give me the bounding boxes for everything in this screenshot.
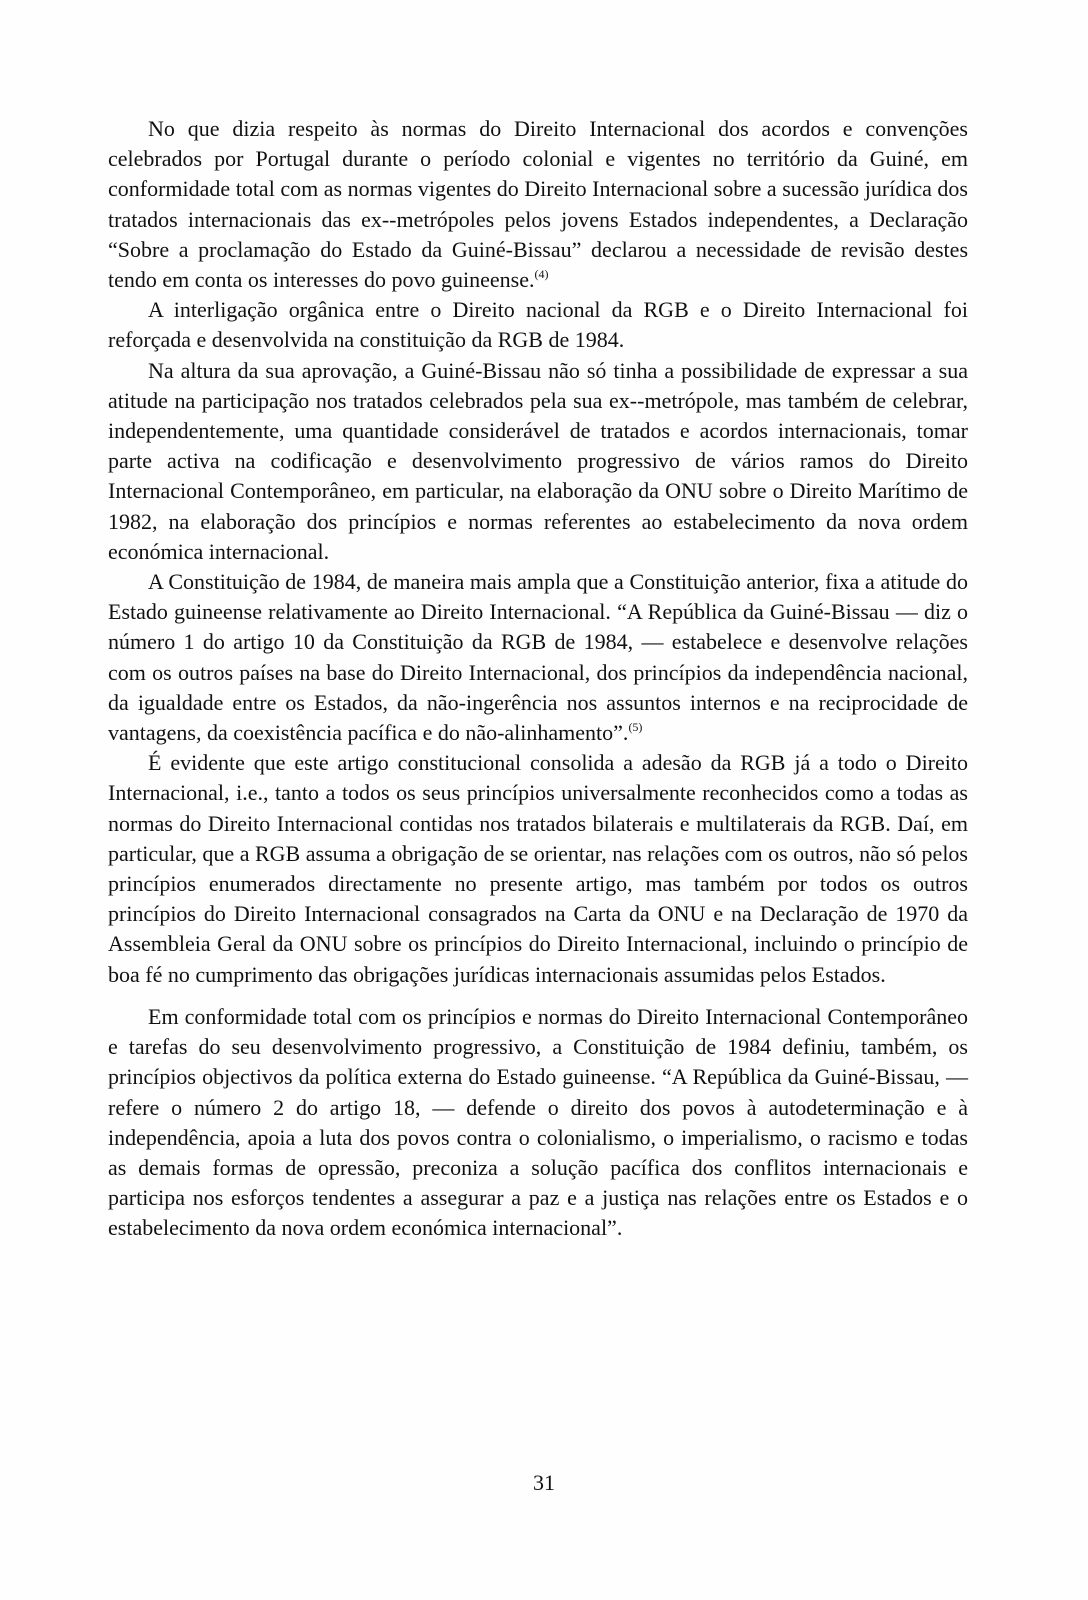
paragraph-1 [108,114,968,295]
footnote-ref-4: (4) [534,267,549,282]
paragraph-2 [108,295,968,355]
paragraph-5-text: É evidente que este artigo constitucional consolida a adesão da RGB já a todo o Direito Internacional, i.e., tanto a todos os seus princípios universalmente reconhecidos como a todas as normas do Direito Internacional contidas nos tratados bilaterais e multilaterais da RGB. Daí, em particular, que a RGB assuma a obrigação de se orientar, nas relações com os outros, não só pelos princípios enumerados directamente no presente artigo, mas também por todos os outros princípios do Direito Internacional consagrados na Carta da ONU e na Declaração de 1970 da Assembleia Geral da ONU sobre os princípios do Direito Internacional, incluindo o princípio de boa fé no cumprimento das obrigações jurídicas internacionais assumidas pelos Estados. [108,750,968,987]
body-text [108,114,968,1244]
paragraph-6 [108,1002,968,1244]
paragraph-4-text: A Constituição de 1984, de maneira mais ampla que a Constituição anterior, fixa a atitude do Estado guineense relativamente ao Direito Internacional. “A República da Guiné-Bissau — diz o número 1 do artigo 10 da Constituição da RGB de 1984, — estabelece e desenvolve relações com os outros países na base do Direito Internacional, dos princípios da independência nacional, da igualdade entre os Estados, da não-ingerência nos assuntos internos e na reciprocidade de vantagens, da coexistência pacífica e do não-alinhamento”. [108,569,968,746]
footnote-ref-5: (5) [628,720,643,735]
paragraph-3 [108,356,968,567]
paragraph-3-text: Na altura da sua aprovação, a Guiné-Bissau não só tinha a possibilidade de expressar a sua atitude na participação nos tratados celebrados pela sua ex-‑metrópole, mas também de celebrar, independentemente, uma quantidade considerável de tratados e acordos internacionais, tomar parte activa na codificação e desenvolvimento progressivo de vários ramos do Direito Internacional Contemporâneo, em particular, na elaboração da ONU sobre o Direito Marítimo de 1982, na elaboração dos princípios e normas referentes ao estabelecimento da nova ordem económica internacional. [108,357,968,564]
paragraph-6-text: Em conformidade total com os princípios e normas do Direito Internacional Contemporâneo e tarefas do seu desenvolvimento progressivo, a Constituição de 1984 definiu, também, os princípios objectivos da política externa do Estado guineense. “A República da Guiné-Bissau, — refere o número 2 do artigo 18, — defende o direito dos povos à autodeterminação e à independência, apoia a luta dos povos contra o colonialismo, o imperialismo, o racismo e todas as demais formas de opressão, preconiza a solução pacífica dos conflitos internacionais e participa nos esforços tendentes a assegurar a paz e a justiça nas relações entre os Estados e o estabelecimento da nova ordem económica internacional”. [108,1003,968,1241]
page-number: 31 [533,1470,555,1495]
paragraph-1-text: No que dizia respeito às normas do Direito Internacional dos acordos e convenções celebrados por Portugal durante o período colonial e vigentes no território da Guiné, em conformidade total com as normas vigentes do Direito Internacional sobre a sucessão jurídica dos tratados internacionais das ex-‑metrópoles pelos jovens Estados independentes, a Declaração “Sobre a proclamação do Estado da Guiné-Bissau” declarou a necessidade de revisão destes tendo em conta os interesses do povo guineense. [108,116,968,293]
paragraph-4 [108,567,968,748]
paragraph-2-text: A interligação orgânica entre o Direito nacional da RGB e o Direito Internacional foi reforçada e desenvolvida na constituição da RGB de 1984. [108,297,968,353]
paragraph-5 [108,748,968,990]
